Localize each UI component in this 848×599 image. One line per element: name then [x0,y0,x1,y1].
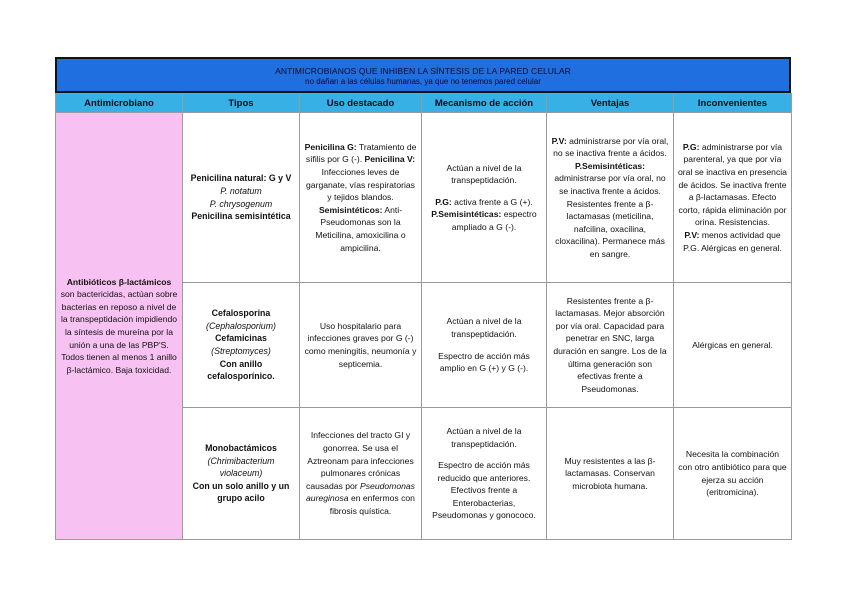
col-header-antimicrobiano: Antimicrobiano [56,94,183,113]
mecanismo-text: Espectro de acción más amplio en G (+) y G (-). [438,350,530,374]
inconvenientes-cell [674,408,792,540]
mecanismo-text: Actúan a nivel de la transpeptidación. [446,425,522,449]
tipos-line: Penicilina semisintética [191,211,291,222]
tipos-line: Con un solo anillo y un grupo acilo [192,480,290,504]
mecanismo-text: Espectro de acción más reducido que anteriores. Efectivos frente a Enterobacterias, Pseudomonas y gonococo. [432,460,536,521]
uso-cell [300,283,422,408]
ventajas-text: administrarse por vía oral, no se inactiva frente a ácidos. Resistentes frente a β-lactamasas (meticilina, nafcilina, oxacilina, cloxacilina). Permanece más en sangre. [554,173,666,259]
ventajas-cell [547,113,674,283]
tipos-line: Cefalosporina [211,308,271,319]
ventajas-cell [547,283,674,408]
uso-text: Infecciones leves de garganate, vías respiratorias y tejidos blandos. [306,167,415,203]
uso-cell [300,113,422,283]
ventajas-text: Resistentes frente a β-lactamasas. Mejor absorción por vía oral. Capacidad para penetrar en SNC, larga duración en sangre. Los de la última generación son efectivas frente a Pseudomonas. [553,295,667,394]
banner-title: ANTIMICROBIANOS QUE INHIBEN LA SÍNTESIS DE LA PARED CELULAR [275,66,571,76]
uso-cell [300,408,422,540]
inconvenientes-cell [674,283,792,408]
uso-label: Semisintéticos: [318,204,383,215]
col-header-ventajas: Ventajas [547,94,674,113]
tipos-line: Cefamicinas [215,333,267,344]
col-header-mecanismo: Mecanismo de acción [422,94,547,113]
inconvenientes-label: P.V: [684,229,700,240]
uso-label: Penicilina V: [364,154,416,165]
ventajas-label: P.V: [551,135,567,146]
tipos-cell [183,408,300,540]
mecanismo-cell [422,113,547,283]
table-banner [55,57,791,93]
uso-text: Uso hospitalario para infecciones graves por G (-) como meningitis, neumonía y septicemia. [304,320,417,369]
ventajas-cell [547,408,674,540]
inconvenientes-text: menos actividad que P.G. Alérgicas en general. [683,229,782,253]
mecanismo-text: Actúan a nivel de la transpeptidación. [446,162,522,186]
uso-label: Penicilina G: [304,141,357,152]
header-row [56,94,792,113]
mecanismo-label: P.G: [435,196,452,207]
inconvenientes-text: administrarse por vía parenteral, ya que por vía oral se inactiva en presencia de ácidos. Se inactiva frente a β-lactamasas. Efecto corto, rápida eliminación por orina. Resistencias. [678,141,787,228]
mecanismo-cell [422,283,547,408]
antimicrobial-table-sheet [55,57,791,540]
tipos-cell [183,113,300,283]
inconvenientes-text: Alérgicas en general. [692,339,773,350]
uso-italic: Pseudomonas aureginosa [306,480,415,504]
inconvenientes-cell [674,113,792,283]
tipos-line: P. notatum [220,185,262,196]
tipos-line: Con anillo cefalosporínico. [207,358,275,382]
ventajas-text: Muy resistentes a las β-lactamasas. Conservan microbiota humana. [564,455,656,491]
mecanismo-text: activa frente a G (+). [451,196,533,207]
ventajas-text: administrarse por vía oral, no se inactiva frente a ácidos. [553,135,669,159]
banner-subtitle: no dañan a las células humanas, ya que no tenemos pared celular [305,77,541,86]
uso-text: en enfermos con fibrosis quística. [329,493,415,516]
antimicrobiano-cell [56,113,183,540]
uso-text: Tratamiento de sífilis por G (-). [305,141,417,165]
table-row-penicilinas [56,113,792,283]
ventajas-label: P.Semisintéticas: [574,160,646,171]
tipos-cell [183,283,300,408]
mecanismo-cell [422,408,547,540]
mecanismo-label: P.Semisintéticas: [431,209,502,220]
inconvenientes-label: P.G: [682,141,700,152]
tipos-line: Penicilina natural: G y V [190,173,292,184]
antimicrobiano-description: son bactericidas, actúan sobre bacterias en reposo a nivel de la transpeptidación impidiendo la síntesis de mureína por la unión a una de las PBP'S. Todos tienen al menos 1 anillo β-lactámico. Baja toxicidad. [60,289,178,375]
col-header-tipos: Tipos [183,94,300,113]
antimicrobiano-name: Antibióticos β-lactámicos [66,276,172,287]
col-header-uso: Uso destacado [300,94,422,113]
tipos-line: Monobactámicos [205,443,277,454]
antimicrobial-table [55,93,792,540]
mecanismo-text: espectro ampliado a G (-). [451,209,537,232]
col-header-inconvenientes: Inconvenientes [674,94,792,113]
inconvenientes-text: Necesita la combinación con otro antibiótico para que ejerza su acción (eritromicina). [678,449,787,498]
mecanismo-text: Actúan a nivel de la transpeptidación. [446,316,522,339]
tipos-line: (Streptomyces) [211,346,271,356]
tipos-line: (Chrimibacterium violaceum) [207,455,275,479]
uso-text: Anti-Pseudomonas son la Meticilina, amoxicilina o ampicilina. [315,204,406,253]
tipos-line: P. chrysogenum [209,198,273,209]
uso-text: Infecciones del tracto GI y gonorrea. Se usa el Aztreonam para infecciones pulmonares crónicas causadas por [306,430,414,491]
tipos-line: (Cephalosporium) [206,320,276,331]
